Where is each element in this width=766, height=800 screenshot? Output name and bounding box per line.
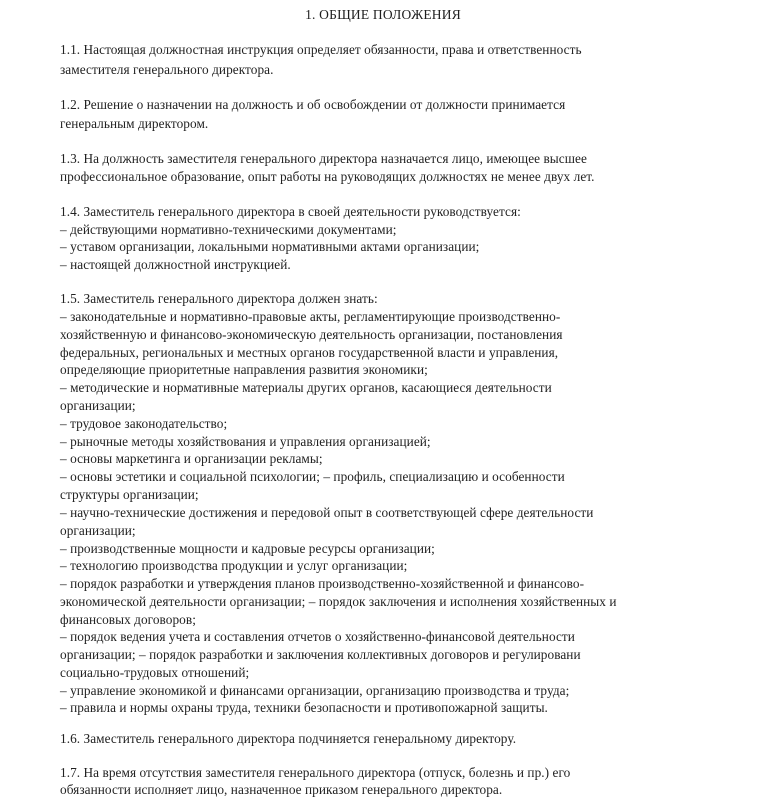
text-line: – уставом организации, локальными нормативными актами организации; — [60, 239, 480, 254]
section-heading: 1. ОБЩИЕ ПОЛОЖЕНИЯ — [305, 7, 461, 22]
text-line: 1.1. Настоящая должностная инструкция определяет обязанности, права и ответственность — [60, 42, 582, 57]
text-line: – настоящей должностной инструкцией. — [60, 257, 291, 272]
text-line: – действующими нормативно-техническими документами; — [60, 222, 397, 237]
text-line: организации; — [60, 523, 136, 538]
text-line: 1.7. На время отсутствия заместителя генерального директора (отпуск, болезнь и пр.) его — [60, 765, 571, 780]
text-line: 1.4. Заместитель генерального директора в своей деятельности руководствуется: — [60, 204, 521, 219]
text-line: 1.6. Заместитель генерального директора подчиняется генеральному директору. — [60, 731, 517, 746]
text-line: – основы маркетинга и организации рекламы; — [60, 451, 323, 466]
text-line: хозяйственную и финансово-экономическую деятельность организации, постановления — [60, 327, 563, 342]
text-line: – правила и нормы охраны труда, техники безопасности и противопожарной защиты. — [60, 700, 548, 715]
text-line: – управление экономикой и финансами организации, организацию производства и труда; — [60, 683, 570, 698]
text-line: определяющие приоритетные направления развития экономики; — [60, 362, 428, 377]
text-line: – законодательные и нормативно-правовые акты, регламентирующие производственно- — [60, 309, 561, 324]
text-line: 1.5. Заместитель генерального директора должен знать: — [60, 291, 378, 306]
text-line: социально-трудовых отношений; — [60, 665, 250, 680]
text-line: 1.3. На должность заместителя генерального директора назначается лицо, имеющее высшее — [60, 151, 587, 166]
text-line: экономической деятельности организации; – порядок заключения и исполнения хозяйственных и — [60, 594, 617, 609]
text-line: – рыночные методы хозяйствования и управления организацией; — [60, 434, 431, 449]
text-line: – трудовое законодательство; — [60, 416, 228, 431]
text-line: – технологию производства продукции и услуг организации; — [60, 558, 408, 573]
text-line: генеральным директором. — [60, 116, 209, 131]
text-line: – научно-технические достижения и передовой опыт в соответствующей сфере деятельности — [60, 505, 594, 520]
text-line: структуры организации; — [60, 487, 199, 502]
text-line: – методические и нормативные материалы других органов, касающиеся деятельности — [60, 380, 552, 395]
text-line: организации; — [60, 398, 136, 413]
text-line: – порядок разработки и утверждения планов производственно-хозяйственной и финансово- — [60, 576, 585, 591]
text-line: финансовых договоров; — [60, 612, 196, 627]
text-line: – производственные мощности и кадровые ресурсы организации; — [60, 541, 435, 556]
text-line: профессиональное образование, опыт работы на руководящих должностях не менее двух лет. — [60, 169, 595, 184]
text-line: заместителя генерального директора. — [60, 62, 274, 77]
text-line: обязанности исполняет лицо, назначенное приказом генерального директора. — [60, 782, 503, 797]
text-line: организации; – порядок разработки и заключения коллективных договоров и регулировани — [60, 647, 581, 662]
text-line: – порядок ведения учета и составления отчетов о хозяйственно-финансовой деятельности — [60, 629, 575, 644]
text-line: – основы эстетики и социальной психологии; – профиль, специализацию и особенности — [60, 469, 565, 484]
text-line: федеральных, региональных и местных органов государственной власти и управления, — [60, 345, 559, 360]
text-line: 1.2. Решение о назначении на должность и об освобождении от должности принимается — [60, 97, 566, 112]
